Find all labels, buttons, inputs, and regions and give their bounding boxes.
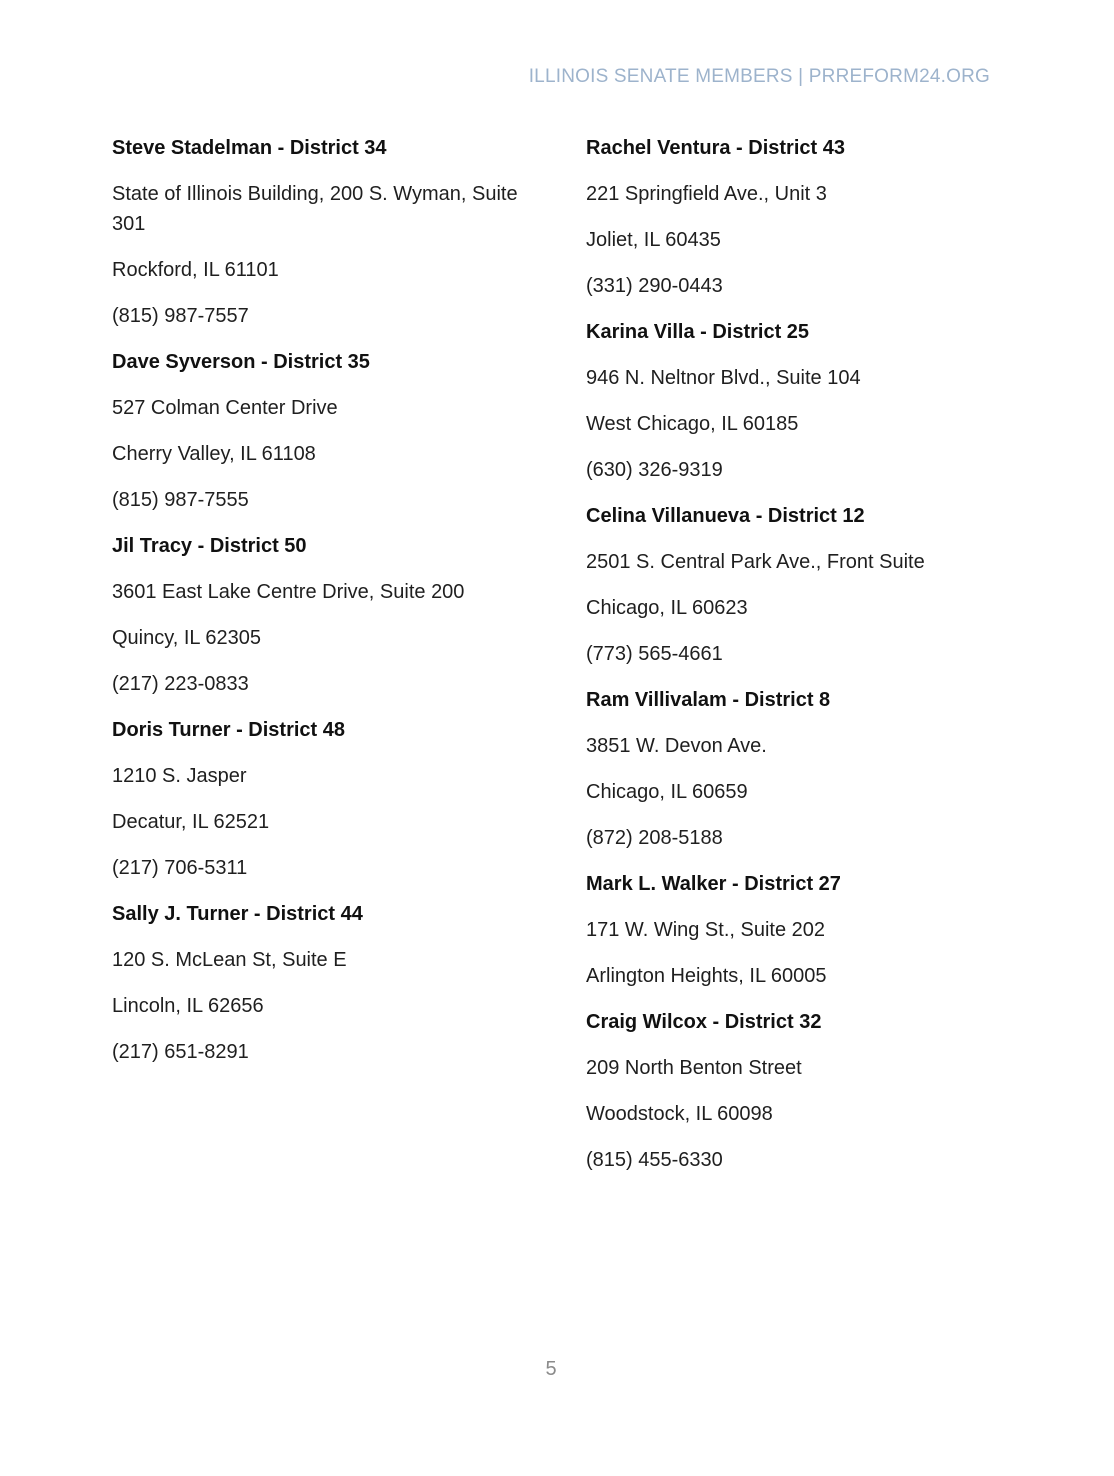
member-phone: (217) 223-0833 [112,673,249,695]
member-city: West Chicago, IL 60185 [586,413,799,435]
member-entry [112,347,532,515]
member-address: 527 Colman Center Drive [112,397,338,419]
member-entry [586,685,1006,853]
member-phone: (217) 706-5311 [112,857,248,879]
member-address: 221 Springfield Ave., Unit 3 [586,183,827,205]
member-phone: (815) 455-6330 [586,1149,723,1171]
page-header: ILLINOIS SENATE MEMBERS | PRREFORM24.ORG [528,66,990,87]
member-city: Arlington Heights, IL 60005 [586,965,827,987]
member-address: 3851 W. Devon Ave. [586,735,767,757]
member-city: Lincoln, IL 62656 [112,995,264,1017]
member-address: 1210 S. Jasper [112,765,247,787]
member-name: Jil Tracy - District 50 [112,535,307,557]
member-phone: (630) 326-9319 [586,459,723,481]
member-phone: (815) 987-7555 [112,489,249,511]
member-entry [586,501,1006,669]
member-city: Joliet, IL 60435 [586,229,721,251]
member-name: Mark L. Walker - District 27 [586,873,841,895]
member-address: 120 S. McLean St, Suite E [112,949,347,971]
member-phone: (217) 651-8291 [112,1041,249,1063]
member-entry [112,531,532,699]
member-city: Chicago, IL 60623 [586,597,748,619]
member-entry [112,899,532,1067]
member-address: 946 N. Neltnor Blvd., Suite 104 [586,367,861,389]
member-address: 209 North Benton Street [586,1057,802,1079]
member-name: Craig Wilcox - District 32 [586,1011,822,1033]
member-entry [112,133,532,331]
member-city: Rockford, IL 61101 [112,259,279,281]
member-name: Celina Villanueva - District 12 [586,505,865,527]
member-entry [586,133,1006,301]
member-entry [112,715,532,883]
member-address: 171 W. Wing St., Suite 202 [586,919,826,941]
member-phone: (331) 290-0443 [586,275,723,297]
member-name: Ram Villivalam - District 8 [586,689,831,711]
member-city: Chicago, IL 60659 [586,781,748,803]
member-address: 2501 S. Central Park Ave., Front Suite [586,551,925,573]
page-number: 5 [545,1358,557,1380]
left-column [112,133,532,1083]
member-phone: (815) 987-7557 [112,305,249,327]
member-phone: (773) 565-4661 [586,643,723,665]
member-name: Karina Villa - District 25 [586,321,810,343]
member-name: Steve Stadelman - District 34 [112,137,387,159]
right-column [586,133,1006,1191]
member-name: Dave Syverson - District 35 [112,351,370,373]
member-phone: (872) 208-5188 [586,827,723,849]
member-city: Cherry Valley, IL 61108 [112,443,316,465]
member-entry [586,869,1006,991]
member-name: Rachel Ventura - District 43 [586,137,845,159]
member-address: State of Illinois Building, 200 S. Wyman, Suite 301 [112,183,518,235]
member-entry [586,1007,1006,1175]
member-address: 3601 East Lake Centre Drive, Suite 200 [112,581,465,603]
member-name: Sally J. Turner - District 44 [112,903,363,925]
member-name: Doris Turner - District 48 [112,719,346,741]
member-entry [586,317,1006,485]
member-city: Woodstock, IL 60098 [586,1103,773,1125]
member-city: Quincy, IL 62305 [112,627,261,649]
member-city: Decatur, IL 62521 [112,811,270,833]
